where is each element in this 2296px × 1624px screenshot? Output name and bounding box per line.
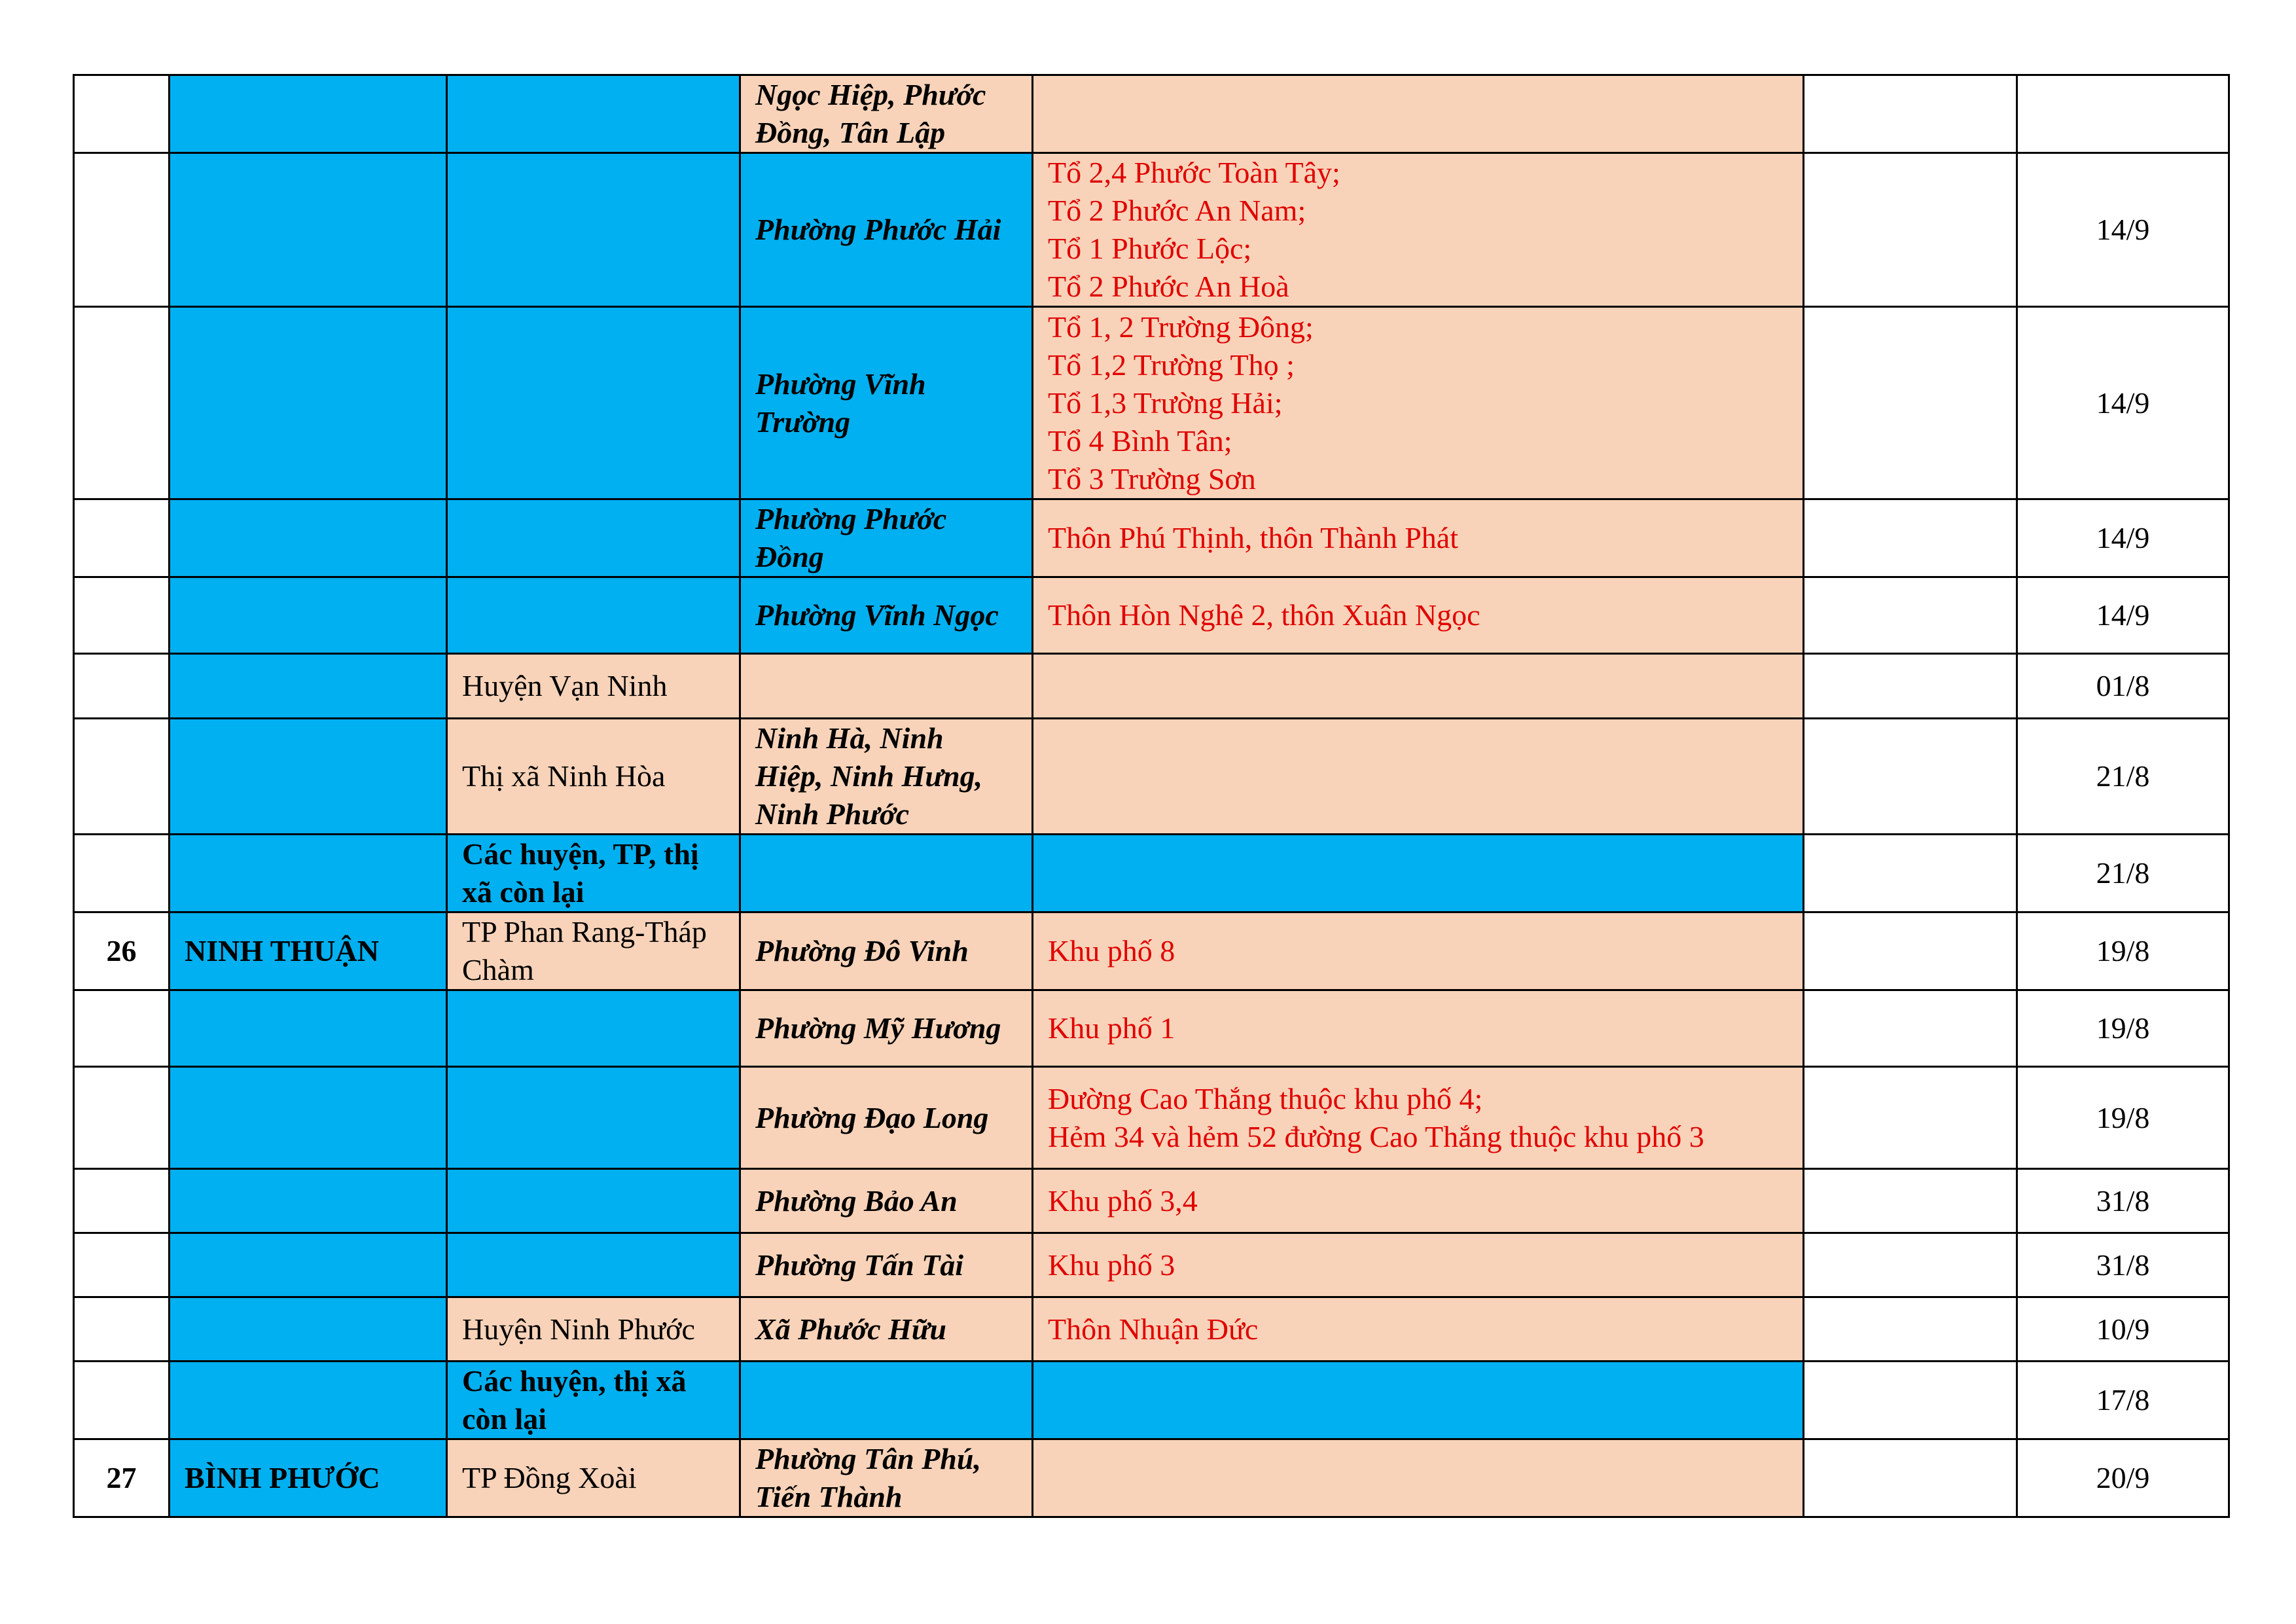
areas-cell xyxy=(1033,990,1804,1067)
area-line: Tổ 1, 2 Trường Đông; xyxy=(1048,310,1314,344)
table-row xyxy=(74,1169,2229,1233)
district-cell xyxy=(447,577,740,654)
district-cell xyxy=(447,1067,740,1169)
province-cell xyxy=(170,1233,447,1297)
district-cell: TP Phan Rang-Tháp Chàm xyxy=(447,912,740,990)
areas-cell xyxy=(1033,719,1804,835)
areas-cell xyxy=(1033,1297,1804,1362)
table-row xyxy=(74,577,2229,654)
row-number-cell xyxy=(74,153,170,307)
area-line: Tổ 2 Phước An Hoà xyxy=(1048,270,1289,303)
area-line: Khu phố 1 xyxy=(1048,1011,1175,1045)
table-row xyxy=(74,1297,2229,1362)
date-cell: 14/9 xyxy=(2017,307,2229,499)
date-cell: 19/8 xyxy=(2017,912,2229,990)
lockdown-areas-table xyxy=(73,74,2230,1518)
ward-cell xyxy=(740,654,1033,719)
date-cell: 19/8 xyxy=(2017,990,2229,1067)
areas-cell xyxy=(1033,912,1804,990)
areas-cell xyxy=(1033,654,1804,719)
area-line: Khu phố 8 xyxy=(1048,934,1175,967)
row-number-cell xyxy=(74,719,170,835)
row-number-cell xyxy=(74,1233,170,1297)
province-cell xyxy=(170,577,447,654)
table-row xyxy=(74,1233,2229,1297)
blank-cell xyxy=(1804,307,2017,499)
district-cell: Các huyện, thị xã còn lại xyxy=(447,1362,740,1439)
row-number-cell xyxy=(74,990,170,1067)
areas-cell xyxy=(1033,1169,1804,1233)
table-row xyxy=(74,1362,2229,1439)
areas-cell xyxy=(1033,153,1804,307)
table-row xyxy=(74,1439,2229,1517)
blank-cell xyxy=(1804,990,2017,1067)
areas-cell xyxy=(1033,307,1804,499)
blank-cell xyxy=(1804,654,2017,719)
areas-cell xyxy=(1033,499,1804,577)
row-number-cell: 26 xyxy=(74,912,170,990)
area-line: Thôn Nhuận Đức xyxy=(1048,1312,1259,1346)
table-row xyxy=(74,307,2229,499)
date-cell: 19/8 xyxy=(2017,1067,2229,1169)
ward-cell: Phường Tân Phú, Tiến Thành xyxy=(740,1439,1033,1517)
blank-cell xyxy=(1804,719,2017,835)
row-number-cell xyxy=(74,1297,170,1362)
date-cell: 17/8 xyxy=(2017,1362,2229,1439)
district-cell xyxy=(447,499,740,577)
area-line: Tổ 4 Bình Tân; xyxy=(1048,424,1232,458)
blank-cell xyxy=(1804,1233,2017,1297)
ward-cell: Phường Tấn Tài xyxy=(740,1233,1033,1297)
ward-cell: Phường Đạo Long xyxy=(740,1067,1033,1169)
area-line: Đường Cao Thắng thuộc khu phố 4; xyxy=(1048,1081,1483,1115)
province-cell: NINH THUẬN xyxy=(170,912,447,990)
blank-cell xyxy=(1804,1439,2017,1517)
district-cell: TP Đồng Xoài xyxy=(447,1439,740,1517)
row-number-cell xyxy=(74,499,170,577)
province-cell xyxy=(170,990,447,1067)
row-number-cell xyxy=(74,654,170,719)
area-line: Hẻm 34 và hẻm 52 đường Cao Thắng thuộc khu phố 3 xyxy=(1048,1119,1704,1153)
areas-cell xyxy=(1033,1233,1804,1297)
blank-cell xyxy=(1804,153,2017,307)
district-cell: Huyện Vạn Ninh xyxy=(447,654,740,719)
row-number-cell xyxy=(74,307,170,499)
date-cell xyxy=(2017,75,2229,153)
district-cell xyxy=(447,153,740,307)
blank-cell xyxy=(1804,499,2017,577)
area-line: Khu phố 3,4 xyxy=(1048,1183,1198,1218)
area-line: Thôn Phú Thịnh, thôn Thành Phát xyxy=(1048,521,1458,554)
table-row xyxy=(74,912,2229,990)
province-cell xyxy=(170,153,447,307)
areas-cell xyxy=(1033,1362,1804,1439)
ward-cell xyxy=(740,835,1033,912)
district-cell xyxy=(447,990,740,1067)
date-cell: 14/9 xyxy=(2017,499,2229,577)
ward-cell: Ninh Hà, Ninh Hiệp, Ninh Hưng, Ninh Phước xyxy=(740,719,1033,835)
areas-cell xyxy=(1033,75,1804,153)
district-cell xyxy=(447,75,740,153)
date-cell: 14/9 xyxy=(2017,153,2229,307)
date-cell: 31/8 xyxy=(2017,1169,2229,1233)
province-cell xyxy=(170,307,447,499)
blank-cell xyxy=(1804,835,2017,912)
province-cell xyxy=(170,1169,447,1233)
province-cell xyxy=(170,719,447,835)
row-number-cell xyxy=(74,1362,170,1439)
blank-cell xyxy=(1804,75,2017,153)
row-number-cell xyxy=(74,835,170,912)
row-number-cell xyxy=(74,75,170,153)
area-line: Tổ 1 Phước Lộc; xyxy=(1048,232,1252,265)
ward-cell: Xã Phước Hữu xyxy=(740,1297,1033,1362)
area-line: Tổ 1,2 Trường Thọ ; xyxy=(1048,348,1295,382)
row-number-cell xyxy=(74,1169,170,1233)
table-row xyxy=(74,1067,2229,1169)
date-cell: 21/8 xyxy=(2017,835,2229,912)
blank-cell xyxy=(1804,1169,2017,1233)
province-cell xyxy=(170,1362,447,1439)
area-line: Tổ 3 Trường Sơn xyxy=(1048,461,1256,496)
areas-cell xyxy=(1033,835,1804,912)
area-line: Khu phố 3 xyxy=(1048,1248,1175,1282)
district-cell: Các huyện, TP, thị xã còn lại xyxy=(447,835,740,912)
ward-cell xyxy=(740,1362,1033,1439)
area-line: Thôn Hòn Nghê 2, thôn Xuân Ngọc xyxy=(1048,598,1480,632)
areas-cell xyxy=(1033,577,1804,654)
area-line: Tổ 2,4 Phước Toàn Tây; xyxy=(1048,156,1340,189)
province-cell xyxy=(170,1297,447,1362)
table-row xyxy=(74,835,2229,912)
area-line: Tổ 1,3 Trường Hải; xyxy=(1048,386,1283,420)
blank-cell xyxy=(1804,1297,2017,1362)
area-line: Tổ 2 Phước An Nam; xyxy=(1048,194,1306,227)
district-cell: Huyện Ninh Phước xyxy=(447,1297,740,1362)
date-cell: 10/9 xyxy=(2017,1297,2229,1362)
table-row xyxy=(74,719,2229,835)
province-cell xyxy=(170,835,447,912)
district-cell xyxy=(447,1233,740,1297)
table-body xyxy=(74,75,2229,1517)
table-row xyxy=(74,75,2229,153)
table-row xyxy=(74,990,2229,1067)
row-number-cell xyxy=(74,1067,170,1169)
blank-cell xyxy=(1804,912,2017,990)
blank-cell xyxy=(1804,1362,2017,1439)
province-cell xyxy=(170,75,447,153)
date-cell: 14/9 xyxy=(2017,577,2229,654)
blank-cell xyxy=(1804,1067,2017,1169)
ward-cell: Phường Bảo An xyxy=(740,1169,1033,1233)
blank-cell xyxy=(1804,577,2017,654)
province-cell xyxy=(170,654,447,719)
province-cell: BÌNH PHƯỚC xyxy=(170,1439,447,1517)
district-cell: Thị xã Ninh Hòa xyxy=(447,719,740,835)
table-row xyxy=(74,499,2229,577)
ward-cell: Phường Phước Hải xyxy=(740,153,1033,307)
date-cell: 01/8 xyxy=(2017,654,2229,719)
district-cell xyxy=(447,1169,740,1233)
district-cell xyxy=(447,307,740,499)
areas-cell xyxy=(1033,1439,1804,1517)
date-cell: 21/8 xyxy=(2017,719,2229,835)
ward-cell: Phường Vĩnh Ngọc xyxy=(740,577,1033,654)
date-cell: 20/9 xyxy=(2017,1439,2229,1517)
ward-cell: Phường Phước Đồng xyxy=(740,499,1033,577)
areas-cell xyxy=(1033,1067,1804,1169)
row-number-cell xyxy=(74,577,170,654)
province-cell xyxy=(170,1067,447,1169)
ward-cell: Phường Mỹ Hương xyxy=(740,990,1033,1067)
ward-cell: Phường Vĩnh Trường xyxy=(740,307,1033,499)
province-cell xyxy=(170,499,447,577)
date-cell: 31/8 xyxy=(2017,1233,2229,1297)
table-row xyxy=(74,153,2229,307)
table-row xyxy=(74,654,2229,719)
row-number-cell: 27 xyxy=(74,1439,170,1517)
ward-cell: Ngọc Hiệp, Phước Đồng, Tân Lập xyxy=(740,75,1033,153)
ward-cell: Phường Đô Vinh xyxy=(740,912,1033,990)
